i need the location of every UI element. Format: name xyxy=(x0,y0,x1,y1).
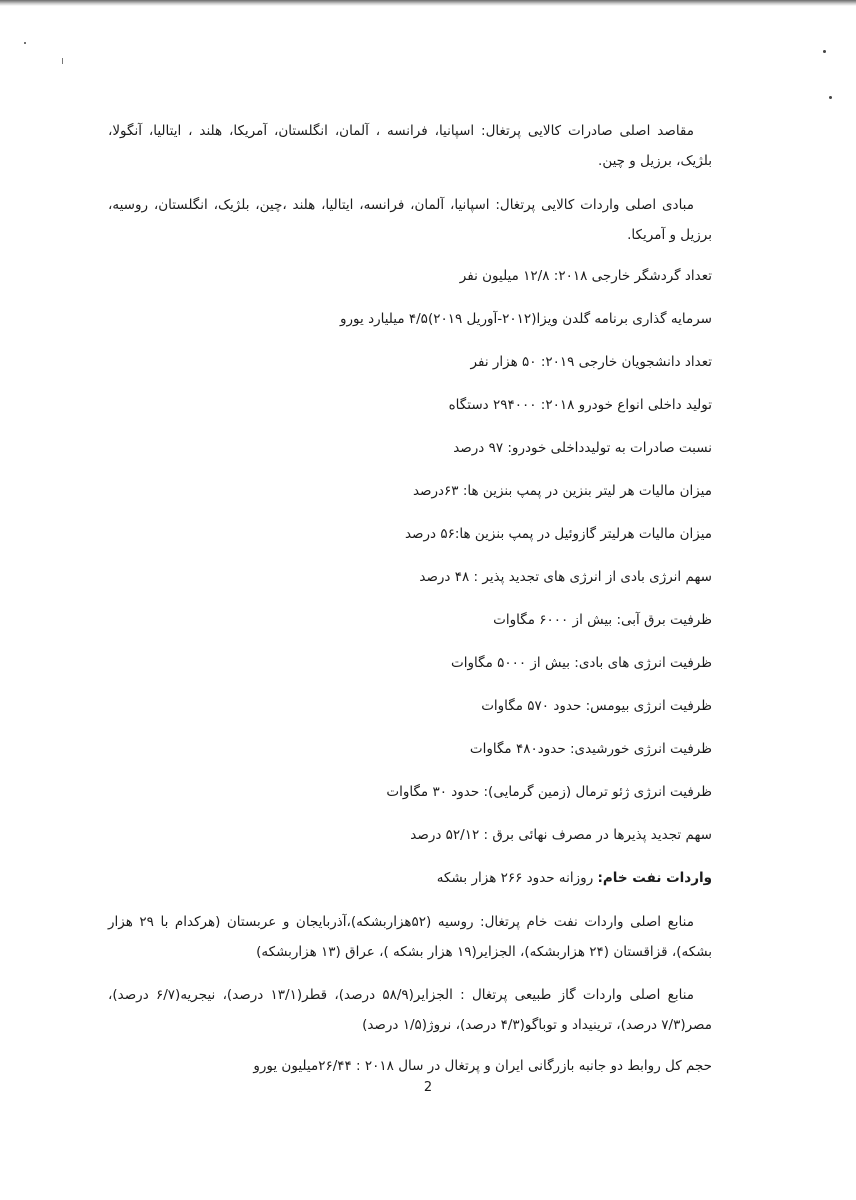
paragraph-import-origins: مبادی اصلی واردات کالایی پرتغال: اسپانیا، آلمان، فرانسه، ایتالیا، هلند ،چین، بلژیک، انگلستان، روسیه، برزیل و آمریکا. xyxy=(108,196,712,243)
stat-solar-capacity: ظرفیت انرژی خورشیدی: حدود۴۸۰ مگاوات xyxy=(469,740,712,757)
scan-speck xyxy=(829,96,832,99)
stat-car-export-ratio: نسبت صادرات به تولیدداخلی خودرو: ۹۷ درصد xyxy=(453,439,712,456)
stat-car-production: تولید داخلی انواع خودرو ۲۰۱۸: ۲۹۴۰۰۰ دستگاه xyxy=(448,396,712,413)
scan-top-edge xyxy=(0,0,856,6)
stat-foreign-students: تعداد دانشجویان خارجی ۲۰۱۹: ۵۰ هزار نفر xyxy=(470,353,712,370)
paragraph-gas-sources: منابع اصلی واردات گاز طبیعی پرتغال : الجزایر(۵۸/۹ درصد)، قطر(۱۳/۱ درصد)، نیجریه(۶/۷ درصد)، مصر(۷/۳ درصد)، ترینیداد و توباگو(۴/۳ درصد)، نروژ(۱/۵ درصد) xyxy=(108,987,712,1033)
stat-diesel-tax: میزان مالیات هرلیتر گازوئیل در پمپ بنزین ها:۵۶ درصد xyxy=(404,525,712,542)
scan-speck xyxy=(823,50,826,53)
stat-hydro-capacity: ظرفیت برق آبی: بیش از ۶۰۰۰ مگاوات xyxy=(493,611,712,628)
stat-biomass-capacity: ظرفیت انرژی بیومس: حدود ۵۷۰ مگاوات xyxy=(481,697,712,714)
oil-import-value: روزانه حدود ۲۶۶ هزار بشکه xyxy=(436,869,598,886)
stat-geothermal-capacity: ظرفیت انرژی ژئو ترمال (زمین گرمایی): حدود ۳۰ مگاوات xyxy=(386,783,712,800)
trade-volume-line: حجم کل روابط دو جانبه بازرگانی ایران و پرتغال در سال ۲۰۱۸ : ۲۶/۴۴میلیون یورو xyxy=(253,1058,712,1074)
stat-gasoline-tax: میزان مالیات هر لیتر بنزین در پمپ بنزین ها: ۶۳درصد xyxy=(412,482,712,499)
oil-import-line xyxy=(108,864,712,892)
oil-import-label: واردات نفت خام: xyxy=(597,869,712,886)
scan-speck xyxy=(24,42,26,44)
scan-mark xyxy=(62,58,63,64)
stat-wind-capacity: ظرفیت انرژی های بادی: بیش از ۵۰۰۰ مگاوات xyxy=(451,654,712,671)
stat-wind-share: سهم انرژی بادی از انرژی های تجدید پذیر : ۴۸ درصد xyxy=(419,568,712,585)
paragraph-export-destinations: مقاصد اصلی صادرات کالایی پرتغال: اسپانیا، فرانسه ، آلمان، انگلستان، آمریکا، هلند ، ایتالیا، آنگولا، بلژیک، برزیل و چین. xyxy=(108,123,712,169)
page-number: 2 xyxy=(423,1080,433,1095)
stat-golden-visa-investment: سرمایه گذاری برنامه گلدن ویزا(۲۰۱۲-آوریل ۲۰۱۹)۴/۵ میلیارد یورو xyxy=(340,310,712,327)
stat-foreign-tourists: تعداد گردشگر خارجی ۲۰۱۸: ۱۲/۸ میلیون نفر xyxy=(459,267,712,284)
stat-renewables-share: سهم تجدید پذیرها در مصرف نهائی برق : ۵۲/۱۲ درصد xyxy=(410,826,712,843)
document-page xyxy=(108,116,712,1080)
paragraph-oil-sources: منابع اصلی واردات نفت خام پرتغال: روسیه (۵۲هزاربشکه)،آذربایجان و عربستان (هرکدام با ۲۹ هزار بشکه)، قزاقستان (۲۴ هزاربشکه)، الجزایر(۱۹ هزار بشکه )، عراق (۱۳ هزاربشکه) xyxy=(108,913,712,960)
